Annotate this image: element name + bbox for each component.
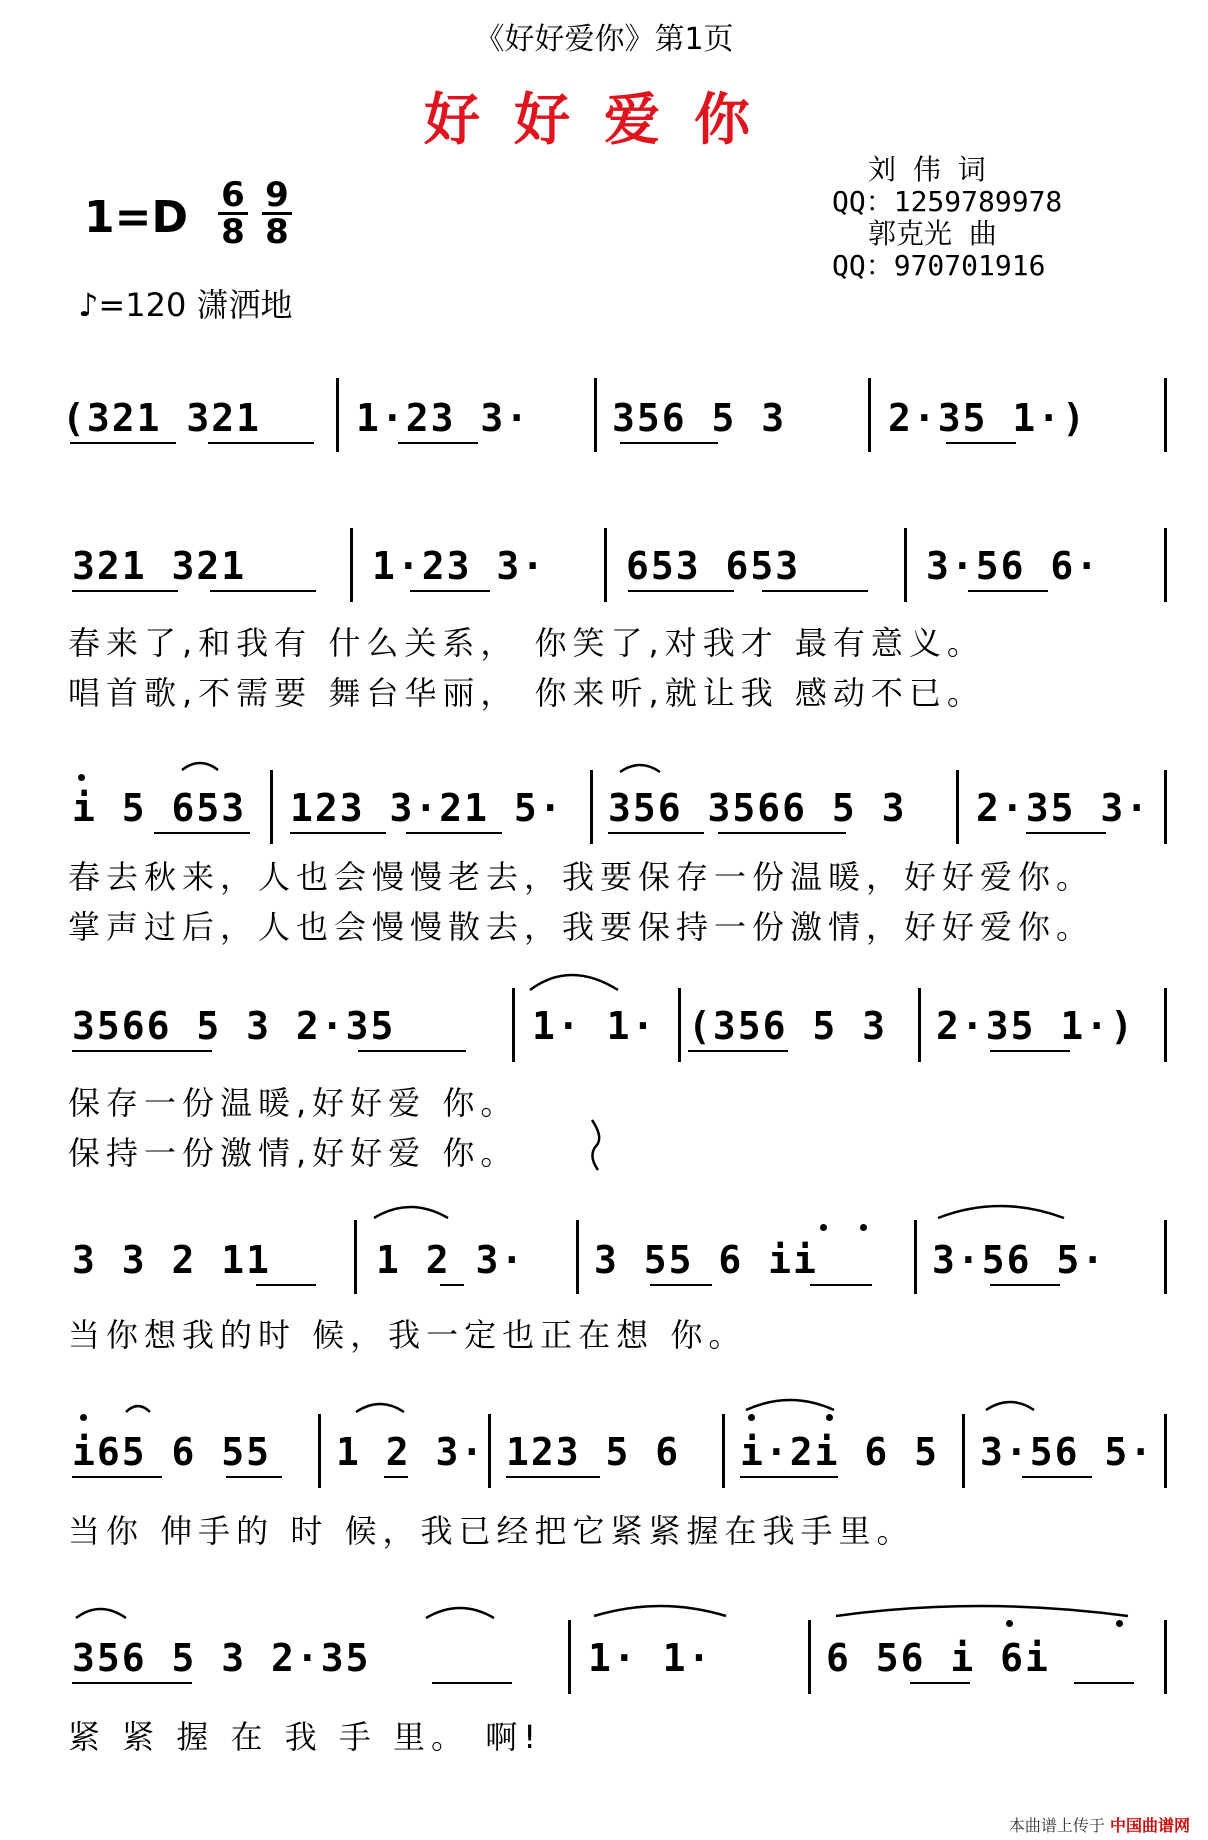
slur xyxy=(76,1609,126,1618)
measure: 3566 5 3 2·35 xyxy=(72,1004,396,1048)
lyricist-qq: QQ：1259789978 xyxy=(832,185,1063,218)
slur xyxy=(938,1206,1064,1218)
lyric-line-1: 保存一份温暖,好好爱 你。 xyxy=(68,1084,519,1122)
measure: i65 6 55 xyxy=(72,1430,272,1474)
lyric-line-1: 紧 紧 握 在 我 手 里。 啊! xyxy=(68,1718,543,1756)
slur xyxy=(620,765,660,772)
footer-site-logo[interactable]: 中国曲谱网 xyxy=(1109,1816,1190,1835)
measure: 1· 1· xyxy=(532,1004,657,1048)
tempo-marking: ♪=120 潇洒地 xyxy=(78,286,293,324)
measure: 2·35 1·) xyxy=(888,396,1088,440)
composer-qq: QQ：970701916 xyxy=(832,249,1046,282)
measure: 1·23 3· xyxy=(356,396,531,440)
tie xyxy=(594,1606,726,1616)
time-sig-numerator: 6 xyxy=(218,178,248,215)
slur xyxy=(182,763,218,770)
footer-prefix: 本曲谱上传于 xyxy=(1008,1816,1105,1835)
measure: 356 5 3 xyxy=(612,396,787,440)
tie xyxy=(530,975,618,990)
measure: i·2i 6 5 xyxy=(740,1430,940,1474)
slur xyxy=(986,1402,1034,1410)
composer-credit: 郭克光 曲 xyxy=(868,217,997,250)
measure: i 5 653 xyxy=(72,786,247,830)
slur xyxy=(426,1608,494,1618)
footer-credit xyxy=(1009,1813,1190,1836)
slur xyxy=(356,1404,404,1412)
lyricist-credit: 刘 伟 词 xyxy=(868,153,986,186)
measure: 321 321 xyxy=(72,544,247,588)
measure: 356 3566 5 3 xyxy=(608,786,907,830)
measure: 3·56 6· xyxy=(926,544,1101,588)
measure: (356 5 3 xyxy=(688,1004,888,1048)
measure: 3·56 5· xyxy=(980,1430,1155,1474)
lyric-line-1: 当你 伸手的 时 候，我已经把它紧紧握在我手里。 xyxy=(68,1512,915,1550)
slur xyxy=(836,1606,1128,1616)
time-sig-denominator: 8 xyxy=(221,212,245,252)
slur xyxy=(374,1207,448,1218)
measure: (321 321 xyxy=(62,396,262,440)
measure: 1· 1· xyxy=(588,1636,713,1680)
song-title: 好好爱你 xyxy=(424,87,784,153)
measure: 3·56 5· xyxy=(932,1238,1107,1282)
lyric-line-2: 保持一份激情,好好爱 你。 xyxy=(68,1134,519,1172)
measure: 1·23 3· xyxy=(372,544,547,588)
lyric-line-1: 春来了,和我有 什么关系， 你笑了,对我才 最有意义。 xyxy=(68,624,985,662)
measure: 653 653 xyxy=(626,544,801,588)
brace-mark xyxy=(592,1120,599,1170)
measure: 1 2 3· xyxy=(376,1238,526,1282)
time-sig-numerator: 9 xyxy=(262,178,292,215)
time-sig-denominator: 8 xyxy=(265,212,289,252)
measure: 6 56 i 6i xyxy=(826,1636,1050,1680)
lyric-line-2: 掌声过后，人也会慢慢散去，我要保持一份激情，好好爱你。 xyxy=(68,908,1095,946)
measure: 3 3 2 11 xyxy=(72,1238,272,1282)
measure: 3 55 6 ii xyxy=(594,1238,818,1282)
lyric-line-1: 当你想我的时 候，我一定也正在想 你。 xyxy=(68,1316,747,1354)
measure: 356 5 3 2·35 xyxy=(72,1636,371,1680)
slur xyxy=(126,1406,150,1412)
page-header: 《好好爱你》第1页 xyxy=(474,22,734,57)
slur xyxy=(746,1400,834,1410)
measure: 1 2 3· xyxy=(336,1430,486,1474)
measure: 123 5 6 xyxy=(506,1430,681,1474)
measure: 2·35 1·) xyxy=(936,1004,1136,1048)
lyric-line-2: 唱首歌,不需要 舞台华丽， 你来听,就让我 感动不已。 xyxy=(68,674,985,712)
lyric-line-1: 春去秋来，人也会慢慢老去，我要保存一份温暖，好好爱你。 xyxy=(68,858,1095,896)
key-signature: 1=D xyxy=(84,192,189,243)
measure: 123 3·21 5· xyxy=(290,786,564,830)
measure: 2·35 3· xyxy=(976,786,1151,830)
